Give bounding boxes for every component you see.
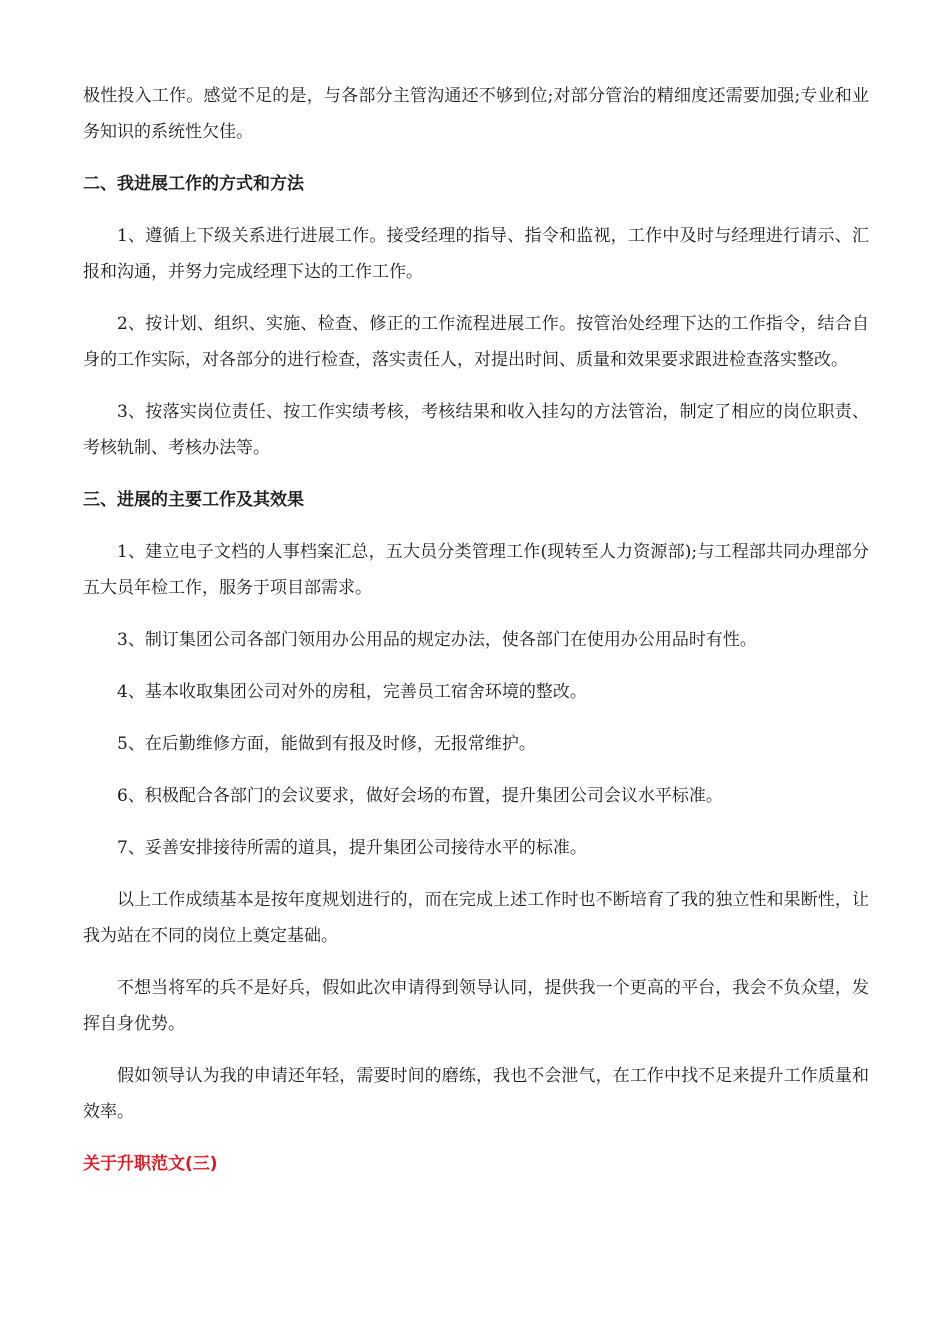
next-article-title: 关于升职范文(三): [83, 1154, 218, 1174]
closing-paragraph: 假如领导认为我的申请还年轻，需要时间的磨练，我也不会泄气，在工作中找不足来提升工作质量和效率。: [83, 1066, 869, 1122]
paragraph: 2、按计划、组织、实施、检查、修正的工作流程进展工作。按管治处经理下达的工作指令，结合自身的工作实际，对各部分的进行检查，落实责任人，对提出时间、质量和效果要求跟进检查落实整改。: [83, 314, 869, 370]
intro-paragraph: 极性投入工作。感觉不足的是，与各部分主管沟通还不够到位;对部分管治的精细度还需要加强;专业和业务知识的系统性欠佳。: [83, 86, 869, 142]
section-heading-results: 三、进展的主要工作及其效果: [83, 490, 304, 510]
paragraph: 1、遵循上下级关系进行进展工作。接受经理的指导、指令和监视，工作中及时与经理进行请示、汇报和沟通，并努力完成经理下达的工作工作。: [83, 226, 869, 282]
document-page: [83, 78, 869, 1182]
section-heading-methods: 二、我进展工作的方式和方法: [83, 174, 304, 194]
closing-paragraph: 以上工作成绩基本是按年度规划进行的，而在完成上述工作时也不断培育了我的独立性和果断性，让我为站在不同的岗位上奠定基础。: [83, 890, 869, 946]
paragraph: 5、在后勤维修方面，能做到有报及时修，无报常维护。: [117, 734, 536, 754]
paragraph: 7、妥善安排接待所需的道具，提升集团公司接待水平的标准。: [117, 838, 587, 858]
paragraph: 4、基本收取集团公司对外的房租，完善员工宿舍环境的整改。: [117, 682, 587, 702]
paragraph: 6、积极配合各部门的会议要求，做好会场的布置，提升集团公司会议水平标准。: [117, 786, 723, 806]
paragraph: 3、按落实岗位责任、按工作实绩考核，考核结果和收入挂勾的方法管治，制定了相应的岗位职责、考核轨制、考核办法等。: [83, 402, 869, 458]
closing-paragraph: 不想当将军的兵不是好兵，假如此次申请得到领导认同，提供我一个更高的平台，我会不负众望，发挥自身优势。: [83, 978, 869, 1034]
paragraph: 3、制订集团公司各部门领用办公用品的规定办法，使各部门在使用办公用品时有性。: [117, 630, 757, 650]
paragraph: 1、建立电子文档的人事档案汇总，五大员分类管理工作(现转至人力资源部);与工程部共同办理部分五大员年检工作，服务于项目部需求。: [83, 542, 869, 598]
